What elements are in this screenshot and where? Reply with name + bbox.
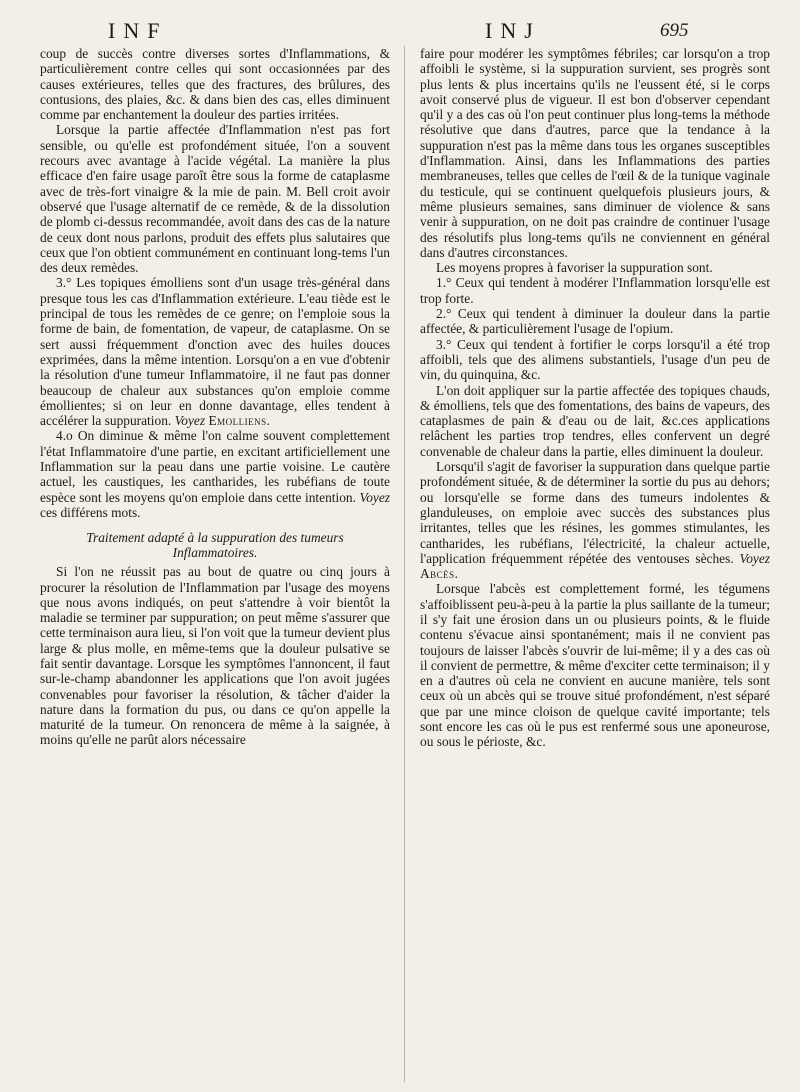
running-head-left: INF: [108, 18, 168, 43]
right-paragraph-2: Les moyens propres à favoriser la suppuration sont.: [436, 260, 713, 276]
right-paragraph-3: 1.° Ceux qui tendent à modérer l'Inflammation lorsqu'elle est trop forte.: [420, 275, 770, 306]
left-paragraph-4-text: 4.o On diminue & même l'on calme souvent complettement l'état Inflammatoire d'une partie, en excitant artificiellement une Inflammation sur la peau dans une partie voisine. Le cautère actuel, les caustiques, les cantharides, les rubéfians de toute espèce sont les moyens qu'on emploie dans cette intention.: [40, 428, 390, 505]
voyez-ref-3: Voyez: [739, 550, 770, 566]
section-heading: [40, 530, 390, 560]
section-heading-line2: Inflammatoires.: [172, 545, 258, 561]
left-paragraph-2: Lorsque la partie affectée d'Inflammation n'est pas fort sensible, ou qu'elle est profondément située, l'on a souvent recours avec avantage à l'acide végétal. La manière la plus efficace d'en faire usage paroît être sous la forme de cataplasme avec de très-fort vinaigre & la mie de pain. M. Bell croit avoir observé que l'usage alternatif de ce remède, & de la dissolution de plomb ci-dessus recommandée, avoit dans des cas de la nature de ceux dont nous parlons, produit des effets plus salutaires que ceux que l'on obtient communément en continuant long-tems l'un des deux remèdes.: [40, 122, 390, 276]
left-paragraph-3: [40, 275, 390, 428]
abces-ref: Abcès.: [420, 566, 459, 582]
voyez-ref-2-tail: ces différens mots.: [40, 504, 141, 520]
emolliens-ref: Emolliens.: [208, 413, 271, 429]
right-paragraph-5: 3.° Ceux qui tendent à fortifier le corps lorsqu'il a été trop affoibli, tels que des alimens substantiels, l'usage d'un peu de vin, du quinquina, &c.: [420, 336, 770, 383]
right-paragraph-7-text: Lorsqu'il s'agit de favoriser la suppuration dans quelque partie profondément située, & de déterminer la sortie du pus au dehors; ou lorsqu'elle se forme dans des tumeurs indolentes & glanduleuses, on emploie avec succès des substances plus irritantes, telles que les résines, les gommes stimulantes, les cantharides, les rubéfians, l'électricité, la chaleur actuelle, l'application fréquemment répétée des ventouses sèches.: [420, 459, 770, 566]
running-head: [0, 18, 800, 46]
right-paragraph-4: 2.° Ceux qui tendent à diminuer la douleur dans la partie affectée, & particulièrement l'usage de l'opium.: [420, 306, 770, 337]
left-paragraph-3-text: 3.° Les topiques émolliens sont d'un usage très-général dans presque tous les cas d'Inflammation extérieure. L'eau tiède est le principal de tous les remèdes de ce genre; on l'emploie sous la forme de bain, de fomentation, de vapeur, de cataplasme. On se sert aussi fréquemment d'onction avec des huiles douces exprimées, dans la même intention. Lorsqu'on a en vue d'obtenir la résolution d'une tumeur Inflammatoire, il ne faut pas donner beaucoup de chaleur aux substances qu'on emploie comme émollientes; si on leur en donne davantage, elles tendent à accélérer la suppuration.: [40, 275, 390, 429]
right-paragraph-8: Lorsque l'abcès est complettement formé, les tégumens s'affoiblissent peu-à-peu à la partie la plus saillante de la tumeur; il s'y fait une érosion dans un ou plusieurs points, & le fluide contenu s'évacue ainsi spontanément; mais il ne convient pas toujours de laisser l'abcès s'ouvrir de lui-même; il y a des cas où il convient de permettre, & même d'exciter cette terminaison; il y en a d'autres où cela ne convient en aucune manière, tels sont ceux où un abcès qui se trouve situé profondément, n'est séparé que par une mince cloison de quelque cavité importante; tels sont encore les cas où le pus est renfermé sous une aponeurose, ou sous le périoste, &c.: [420, 581, 770, 750]
column-separator: [404, 46, 405, 1082]
left-column: [40, 46, 390, 748]
left-paragraph-5: Si l'on ne réussit pas au bout de quatre ou cinq jours à procurer la résolution de l'Inflammation par l'usage des moyens que nous avons indiqués, on peut s'attendre à voir bientôt la maladie se terminer par suppuration; on peut même s'assurer que cette terminaison aura lieu, si l'on voit que la tumeur devient plus large & plus molle, en même-tems que la douleur pulsative se fait sentir davantage. Lorsque les symptômes l'annoncent, il faut sur-le-champ abandonner les applications que l'on avoit jugées convenables pour favoriser la résolution, & tâcher d'aider la nature dans la formation du pus, ou dans ce qu'on appelle la maturité de la tumeur. On renoncera de même à la saignée, à moins qu'elle ne parût alors nécessaire: [40, 564, 390, 748]
section-heading-line1: Traitement adapté à la suppuration des tumeurs: [86, 530, 344, 546]
right-paragraph-1: faire pour modérer les symptômes fébriles; car lorsqu'on a trop affoibli le système, si la suppuration survient, ses progrès sont plus lents & plus incertains qu'ils ne l'eussent été, si le corps avoit conservé plus de vigueur. Il est bon d'observer cependant qu'il y a des cas où l'on peut continuer plus long-tems la méthode résolutive que dans d'autres, parce que la tendance à la suppuration n'est pas la même dans tous les organes susceptibles d'Inflammation. Ainsi, dans les Inflammations des parties membraneuses, telles que celles de l'œil & de la tunique vaginale du testicule, qui se continuent quelquefois plusieurs jours, & même plusieurs semaines, sans diminuer de violence & sans venir à suppuration, on ne doit pas craindre de continuer l'usage des résolutifs plus long-tems qu'ils ne conviennent en général dans d'autres circonstances.: [420, 46, 770, 260]
right-paragraph-7: [420, 459, 770, 581]
page-number: 695: [660, 20, 689, 41]
left-paragraph-1: coup de succès contre diverses sortes d'Inflammations, & particulièrement contre celles qui sont occasionnées par des causes extérieures, telles que des fractures, des brûlures, des contusions, des plaies, &c. & dans bien des cas, elles diminuent comme par enchantement la douleur des parties irritées.: [40, 46, 390, 123]
right-column: [420, 46, 770, 750]
running-head-right: INJ: [485, 18, 541, 43]
voyez-ref-2: Voyez: [359, 489, 390, 505]
left-paragraph-4: [40, 428, 390, 520]
voyez-ref-1: Voyez: [174, 413, 206, 429]
right-paragraph-6: L'on doit appliquer sur la partie affectée des topiques chauds, & émolliens, tels que des fomentations, des bains de vapeurs, des cataplasmes de pain & d'eau ou de lait, &c.ces applications relâchent les parties trop tendres, elles confervent un degré convenable de chaleur dans la partie, elles diminuent la douleur.: [420, 382, 770, 459]
